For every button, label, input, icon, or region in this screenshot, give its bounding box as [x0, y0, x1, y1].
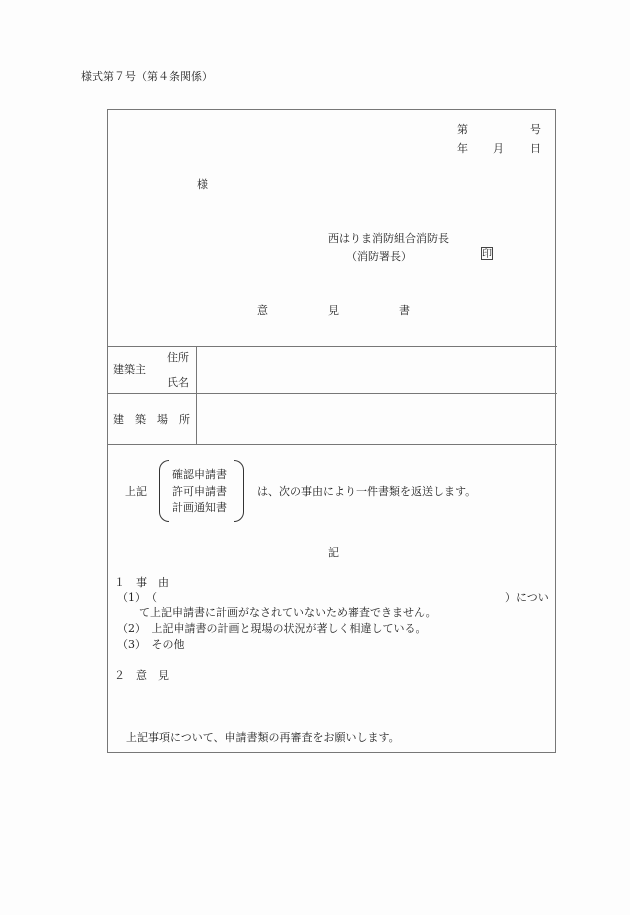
option-plan-notice: 計画通知書 [172, 501, 227, 514]
day-label: 日 [530, 142, 541, 155]
sender-organization: 西はりま消防組合消防長 [328, 232, 449, 245]
number-suffix: 号 [530, 123, 541, 136]
opinion-field[interactable] [130, 688, 540, 718]
addressee-suffix: 様 [197, 178, 208, 191]
reason-1-start: （1） （ [117, 591, 157, 604]
statement-prefix: 上記 [125, 485, 147, 498]
seal-stamp-icon: 印 [482, 249, 492, 260]
ki-heading: 記 [328, 546, 339, 559]
reason-2: （2） 上記申請書の計画と現場の状況が著しく相違している。 [117, 622, 427, 635]
name-label: 氏名 [167, 376, 189, 389]
year-label: 年 [457, 142, 468, 155]
doc-title-char-3: 書 [399, 304, 410, 317]
sender-alt-title: （消防署長） [346, 250, 412, 263]
divider-line [107, 346, 557, 347]
option-permit: 許可申請書 [172, 485, 227, 498]
reason-1-end: ）につい [505, 591, 549, 604]
applicant-label: 建築主 [113, 363, 146, 376]
form-number-title: 様式第７号（第４条関係） [81, 70, 213, 83]
site-label: 建 築 場 所 [113, 413, 190, 426]
applicant-address-field[interactable] [200, 352, 550, 368]
doc-title-char-1: 意 [257, 304, 268, 317]
reason-3: （3） その他 [117, 638, 185, 651]
statement-suffix: は、次の事由により一件書類を返送します。 [257, 485, 477, 498]
divider-line [107, 393, 557, 394]
right-brace-icon [234, 460, 244, 522]
applicant-name-field[interactable] [200, 374, 550, 390]
divider-line [107, 444, 557, 445]
opinion-heading: ２ 意 見 [114, 669, 169, 682]
option-confirmation: 確認申請書 [172, 468, 227, 481]
month-label: 月 [493, 142, 504, 155]
reasons-heading: １ 事 由 [114, 576, 169, 589]
site-field[interactable] [200, 398, 550, 440]
column-divider [196, 346, 197, 444]
doc-title-char-2: 見 [328, 304, 339, 317]
left-brace-icon [159, 460, 169, 522]
address-label: 住所 [167, 351, 189, 364]
number-prefix: 第 [457, 123, 468, 136]
closing-statement: 上記事項について、申請書類の再審査をお願いします。 [126, 731, 400, 744]
reason-1-continuation: て上記申請書に計画がなされていないため審査できません。 [139, 606, 437, 619]
